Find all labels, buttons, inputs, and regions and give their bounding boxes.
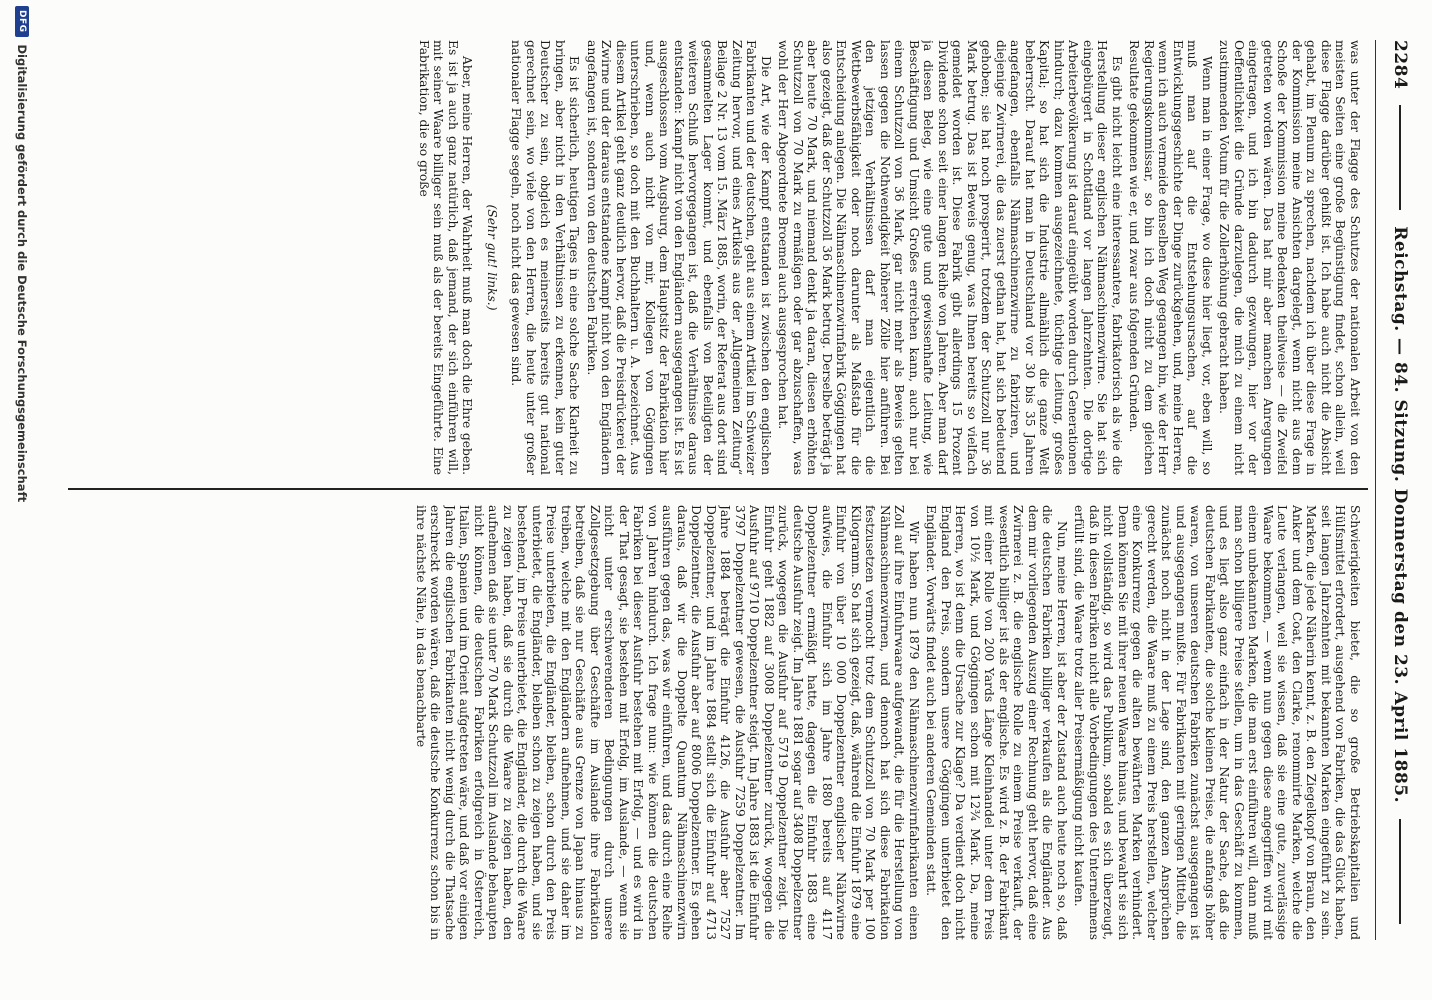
header-rule-right xyxy=(1399,819,1401,924)
dfg-logo: DFG xyxy=(15,6,29,37)
column-divider xyxy=(68,488,1368,490)
paragraph: Es ist sicherlich, heutigen Tages in eine solche Sache Klarheit zu bringen, aber nicht in den Verhältnissen zu erkennen, kein guter Deutscher zu sein, obgleich es meinerseits bereits gut national gerechnet sein, wo viele von den Herren, die heute unter großer nationaler Flagge segeln, noch nicht das gewesen sind. xyxy=(509,40,582,475)
paragraph: Schwierigkeiten bietet, die so große Betriebskapitalien und Hülfsmittel erfordert, ausgehend von Fabriken, die das Glück haben, seit langen Jahrzehnten mit bekannten Marken eingeführt zu sein. Marken, die jede Näherin kennt, z. B. den Ziegelkopf von Braun, den Anker und dem Coat, den Clarke, renommirte Marken, welche die Leute verlangen, weil sie wissen, daß sie eine gute, zuverlässige Waare bekommen, — wenn nun gegen diese angegriffen wird mit einem unbekannten Marken, die man erst einführen will, dann muß man schon billigere Preise stellen, um in das Geschäft zu kommen, und es liegt also ganz einfach in der Natur der Sache, daß die deutschen Fabrikanten, die solche kleinen Preise, die anfangs höher waren, von unseren deutschen Fabriken zunächst ausgegangen ist und ausgegangen mußte. Für Fabrikanten mit geringen Mitteln, die zunächst noch nicht in der Lage sind, den ganzen Ansprüchen gerecht werden, die Waare muß zu einem Preis herstellen, welcher eine Konkurrenz gegen die alten bewährten Marken verhindert. Denn können Sie mit ihrer neuen Waare hinaus, und bewahrt sie sich nicht vollständig, so wird das Publikum, sobald es sich überzeugt, daß in diesen Fabriken nicht alle Vorbedingungen des Unternehmens erfüllt sind, die Waare trotz aller Preisermäßigung nicht kaufen. xyxy=(1072,505,1362,940)
page-number: 2284 xyxy=(1390,40,1410,90)
paragraph: Es gibt nicht leicht eine interessantere, fabrikatorisch als wie die Herstellung dieser englischen Nähmaschinenzwirne. Sie hat sich eingebürgert in Schottland vor langen Jahrzehnten. Die dortige Arbeiterbevölkerung ist darauf eingeübt worden durch Generationen hindurch; dazu kommen ausgezeichnete, tüchtige Leitung, großes Kapital; so hat sich die Industrie allmählich die ganze Welt beherrscht. Darauf hat man in Deutschland vor 30 bis 35 Jahren angefangen, ebenfalls Nähmaschinenzwirne zu fabriziren, und diejenige Zwirnerei, die das zuerst gethan hat, hat sich bedeutend gehoben; sie hat noch prosperirt, trotzdem der Schutzzoll nur 36 Mark betrug. Das ist Beweis genug, was Ihnen bereits so vielfach gemeldet worden ist. Diese Fabrik gibt allerdings 15 Prozent Dividende schon seit einer langen Reihe von Jahren. Aber man darf ja diesen Beleg, wie eine gute und gewissenhafte Leitung, wie Beschäftigung und Umsicht Großes erreichen kann, auch nur bei einem Schutzzoll von 36 Mark, gar nicht mehr als Beweis gelten lassen gegen die Nothwendigkeit höherer Zölle hier anführen. Bei den jetzigen Verhältnissen darf man eigentlich die Wettbewerbsfähigkeit oder noch darunter als Maßstab für die Entscheidung anlegen. Die Nähmaschinenzwirnfabrik Göggingen hat also gezeigt, daß der Schutzzoll 36 Mark betrug. Derselbe beträgt ja aber heute 70 Mark, und niemand denkt ja daran, diesen erhöhten Schutzzoll von 70 Mark zu ermäßigen oder gar abzuschaffen, was wohl der Herr Abgeordnete Broemel auch ausgesprochen hat. xyxy=(776,40,1124,475)
paragraph: Wir haben nun 1879 den Nähmaschinenzwirnfabrikanten einen Zoll auf ihre Einfuhrwaare aufgewandt, die für die Herstellung von Nähmaschinenzwirnen, und dennoch hat sich diese Fabrikation festzusetzen vermocht trotz dem Schutzzoll von 70 Mark per 100 Kilogramm. So hat sich gezeigt, daß, während die Einfuhr 1879 eine Einfuhr von über 10 000 Doppelzentner englischer Nähzwirne aufwies, die Einfuhr sich im Jahre 1880 bereits auf 4117 Doppelzentner ermäßigt hatte, dagegen die Einfuhr 1883 eine deutsche Ausfuhr zeigt. Im Jahre 1881 sogar auf 3408 Doppelzentner zurück, wogegen die Ausfuhr auf 5719 Doppelzentner zeigt. Die Einfuhr geht 1882 auf 3008 Doppelzentner zurück, wogegen die Ausfuhr auf 9710 Doppelzentner steigt. Im Jahre 1883 ist die Einfuhr 3797 Doppelzentner gewesen, die Ausfuhr 7259 Doppelzentner. Im Jahre 1884 beträgt die Einfuhr 4126, die Ausfuhr aber 7527 Doppelzentner, und im Jahre 1884 stellt sich die Einfuhr auf 4713 Doppelzentner, die Ausfuhr aber auf 8006 Doppelzentner. Es gehen daraus, daß wir die Doppelte Quantum Nähmaschinenzwirn ausführen gegen das, was wir einführen, und das durch eine Reihe von Jahren hindurch. Ich frage nun: wie können die deutschen Fabriken bei dieser Ausfuhr bestehen mit Erfolg, — und es wird in der That gesagt, sie bestehen mit Erfolg, im Auslande, — wenn sie nicht unter erschwerenderen Bedingungen durch unsere Zollgesetzgebung über Geschäfte im Auslande ihre Fabrikation betreiben, daß sie nur Geschäfte aus Grenze von Japan hinaus zu treiben, welche mit den Engländern aufnehmen, und sie daher im Preise unterbieten, die Engländer, bleiben, schon durch den Preis unterbietet, die Engländer, bleiben schon zu zeigen haben, und sie bestehend, im Preise unterbietet, die Engländer, die durch die Waare zu zeigen haben, daß sie durch die Waare zu zeigen haben, den aufnehmen daß sie unter 70 Mark Schutzzoll im Auslande behaupten nicht können, die deutschen Fabriken erfolgreich in Österreich, Italien, Spanien und im Orient aufgetreten wäre, und daß vor einigen Jahren die englischen Fabrikanten nicht wenig durch die Thatsache erschreckt worden wären, daß die deutsche Konkurrenz schon bis in ihre nächste Nähe, in das benachbarte xyxy=(414,505,921,940)
digitization-credit: Digitalisierung gefördert durch die Deutsche Forschungsgemeinschaft xyxy=(15,44,29,503)
paragraph: Wenn man in einer Frage, wo diese hier liegt, vor, eben will, so muß man auf die Entstehungsursachen, auf die Entwicklungsgeschichte der Dinge zurückgehen, und, meine Herren, wenn ich auch vermeide denselben Weg gegangen bin, wie der Herr Regierungskommissar, so bin ich doch nicht zu dem gleichen Resultate gekommen wie er, und zwar aus folgenden Gründen. xyxy=(1127,40,1214,475)
applause-note: (Sehr gut! links.) xyxy=(485,204,499,311)
page-title: Reichstag. — 84. Sitzung. Donnerstag den 23. April 1885. xyxy=(1390,226,1410,804)
page-header xyxy=(1382,40,1418,940)
text-column-right xyxy=(72,505,1362,940)
digitization-footer xyxy=(10,0,34,1000)
paragraph: Aber, meine Herren, der Wahrheit muß man doch die Ehre geben. Es ist ja auch ganz natürlich, daß jemand, der sich einführen will, mit seiner Waare billiger sein muß als der bereits Eingeführte. Eine Fabrikation, die so große xyxy=(417,40,475,475)
header-divider xyxy=(1375,40,1376,940)
paragraph: Die Art, wie der Kampf entstanden ist zwischen den englischen Fabrikanten und der deutschen, geht aus einem Artikel im Schweizer Zeitung hervor, und eines Artikels aus der „Allgemeinen Zeitung“ Beilage 2 Nr. 13 vom 15. März 1885, worin, der Referat aus dort sind gesammelten Lager kommt, und ebenfalls von Beteiligten der weiteren Schluß hervorgegangen ist, daß die Verhältnisse daraus entstanden: Kampf nicht von den Engländern ausgegangen ist. Es ist ausgeschlossen vom Augsburg, dem Hauptsitz der Fabrikation hier und, wenn auch nicht von mir, Kollegen von Göggingen unterschrieben, so doch mit den Buchhaltern u. A. bezeichnet. Aus diesem Artikel geht ganz deutlich hervor, daß die Preisdrückerei der Zwirne und der daraus entstandene Kampf nicht von den Engländern angefangen ist, sondern von den deutschen Fabriken. xyxy=(585,40,773,475)
paragraph: Nun, meine Herren, ist aber der Zustand auch heute noch so, daß die deutschen Fabriken billiger verkaufen als die Engländer. Aus dem mir vorliegenden Auszug einer Rechnung geht hervor, daß eine Zwirnerei z. B. die englische Rolle zu einem Preise verkauft, der wesentlich billiger ist als der englische. Es wird z. B. der Fabrikant mit einer Rolle von 200 Yards Länge Kleinhandel unter dem Preis von 10½ Mark, und Göggingen schon mit 12¾ Mark. Da, meine Herren, wo ist denn die Ursache zur Klage? Da verdient doch nicht England den Preis, sondern unsere Göggingen unterbietet den Engländer. Vorwärts findet auch bei anderen Gemeinden statt. xyxy=(924,505,1069,940)
header-rule-left xyxy=(1399,105,1401,210)
paragraph: was unter der Flagge des Schutzes der nationalen Arbeit von den meisten Seiten eine große Begünstigung findet, schon allein, weil diese Flagge darüber gehißt ist. Ich habe auch nicht die Absicht gehabt, im Plenum zu sprechen, nachdem ich über diese Frage in der Kommission meine Ansichten dargelegt, wenn nicht aus dem Schoße der Kommission meine Bedenken theilweise — die Zweifel getreten worden wären. Das hat mir aber manchen Anregungen eingetragen, und ich bin dadurch gezwungen, hier vor der Oeffentlichkeit die Gründe darzulegen, die mich zu einem nicht zustimmenden Votum für die Zollerhöhung gebracht haben. xyxy=(1217,40,1362,475)
text-column-left xyxy=(72,40,1362,475)
